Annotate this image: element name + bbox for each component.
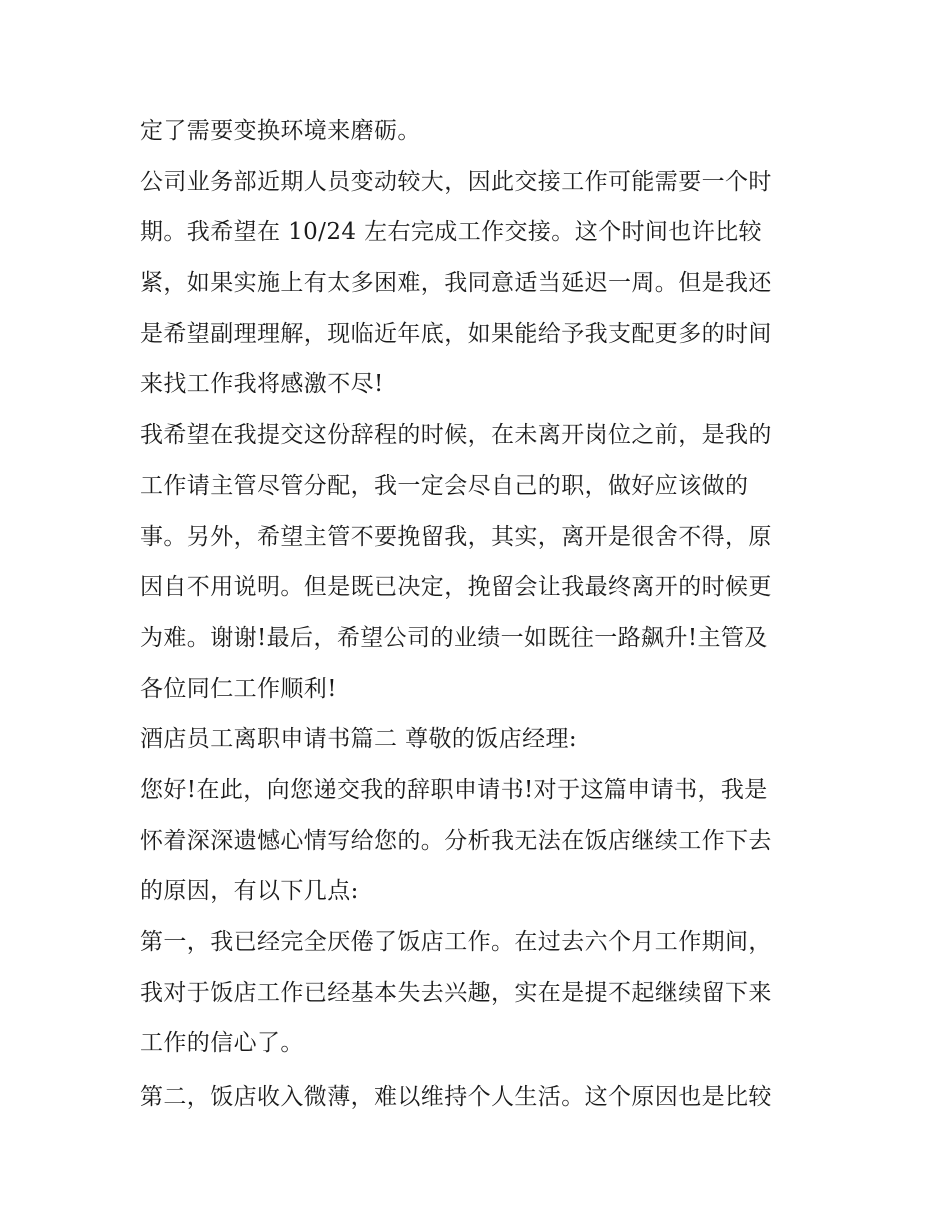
text-line: 怀着深深遗憾心情写给您的。分析我无法在饭店继续工作下去 xyxy=(140,827,772,854)
text-line: 来找工作我将感激不尽! xyxy=(140,371,384,398)
text-line: 的原因，有以下几点: xyxy=(140,878,359,905)
section-heading-line: 酒店员工离职申请书篇二 尊敬的饭店经理: xyxy=(140,726,578,753)
text-line: 公司业务部近期人员变动较大，因此交接工作可能需要一个时 xyxy=(140,168,772,195)
text-line: 为难。谢谢!最后，希望公司的业绩一如既往一路飙升!主管及 xyxy=(140,624,768,651)
text-line: 紧，如果实施上有太多困难，我同意适当延迟一周。但是我还 xyxy=(140,270,772,297)
text-line: 工作的信心了。 xyxy=(140,1030,304,1057)
text-line: 我希望在我提交这份辞程的时候，在未离开岗位之前，是我的 xyxy=(140,422,772,449)
text-line: 各位同仁工作顺利! xyxy=(140,675,337,702)
text-line: 事。另外，希望主管不要挽留我，其实，离开是很舍不得，原 xyxy=(140,523,772,550)
text-line: 期。我希望在 10/24 左右完成工作交接。这个时间也许比较 xyxy=(140,219,762,246)
text-line: 是希望副理理解，现临近年底，如果能给予我支配更多的时间 xyxy=(140,320,772,347)
text-line: 我对于饭店工作已经基本失去兴趣，实在是提不起继续留下来 xyxy=(140,979,772,1006)
text-line: 因自不用说明。但是既已决定，挽留会让我最终离开的时候更 xyxy=(140,574,772,601)
text-line: 您好!在此，向您递交我的辞职申请书!对于这篇申请书，我是 xyxy=(140,776,768,803)
document-body xyxy=(140,106,830,1123)
text-line: 工作请主管尽管分配，我一定会尽自己的职，做好应该做的 xyxy=(140,472,749,499)
text-line: 定了需要变换环境来磨砺。 xyxy=(140,118,421,144)
text-line: 第一，我已经完全厌倦了饭店工作。在过去六个月工作期间， xyxy=(140,929,772,955)
text-line: 第二，饭店收入微薄，难以维持个人生活。这个原因也是比较 xyxy=(140,1084,772,1111)
